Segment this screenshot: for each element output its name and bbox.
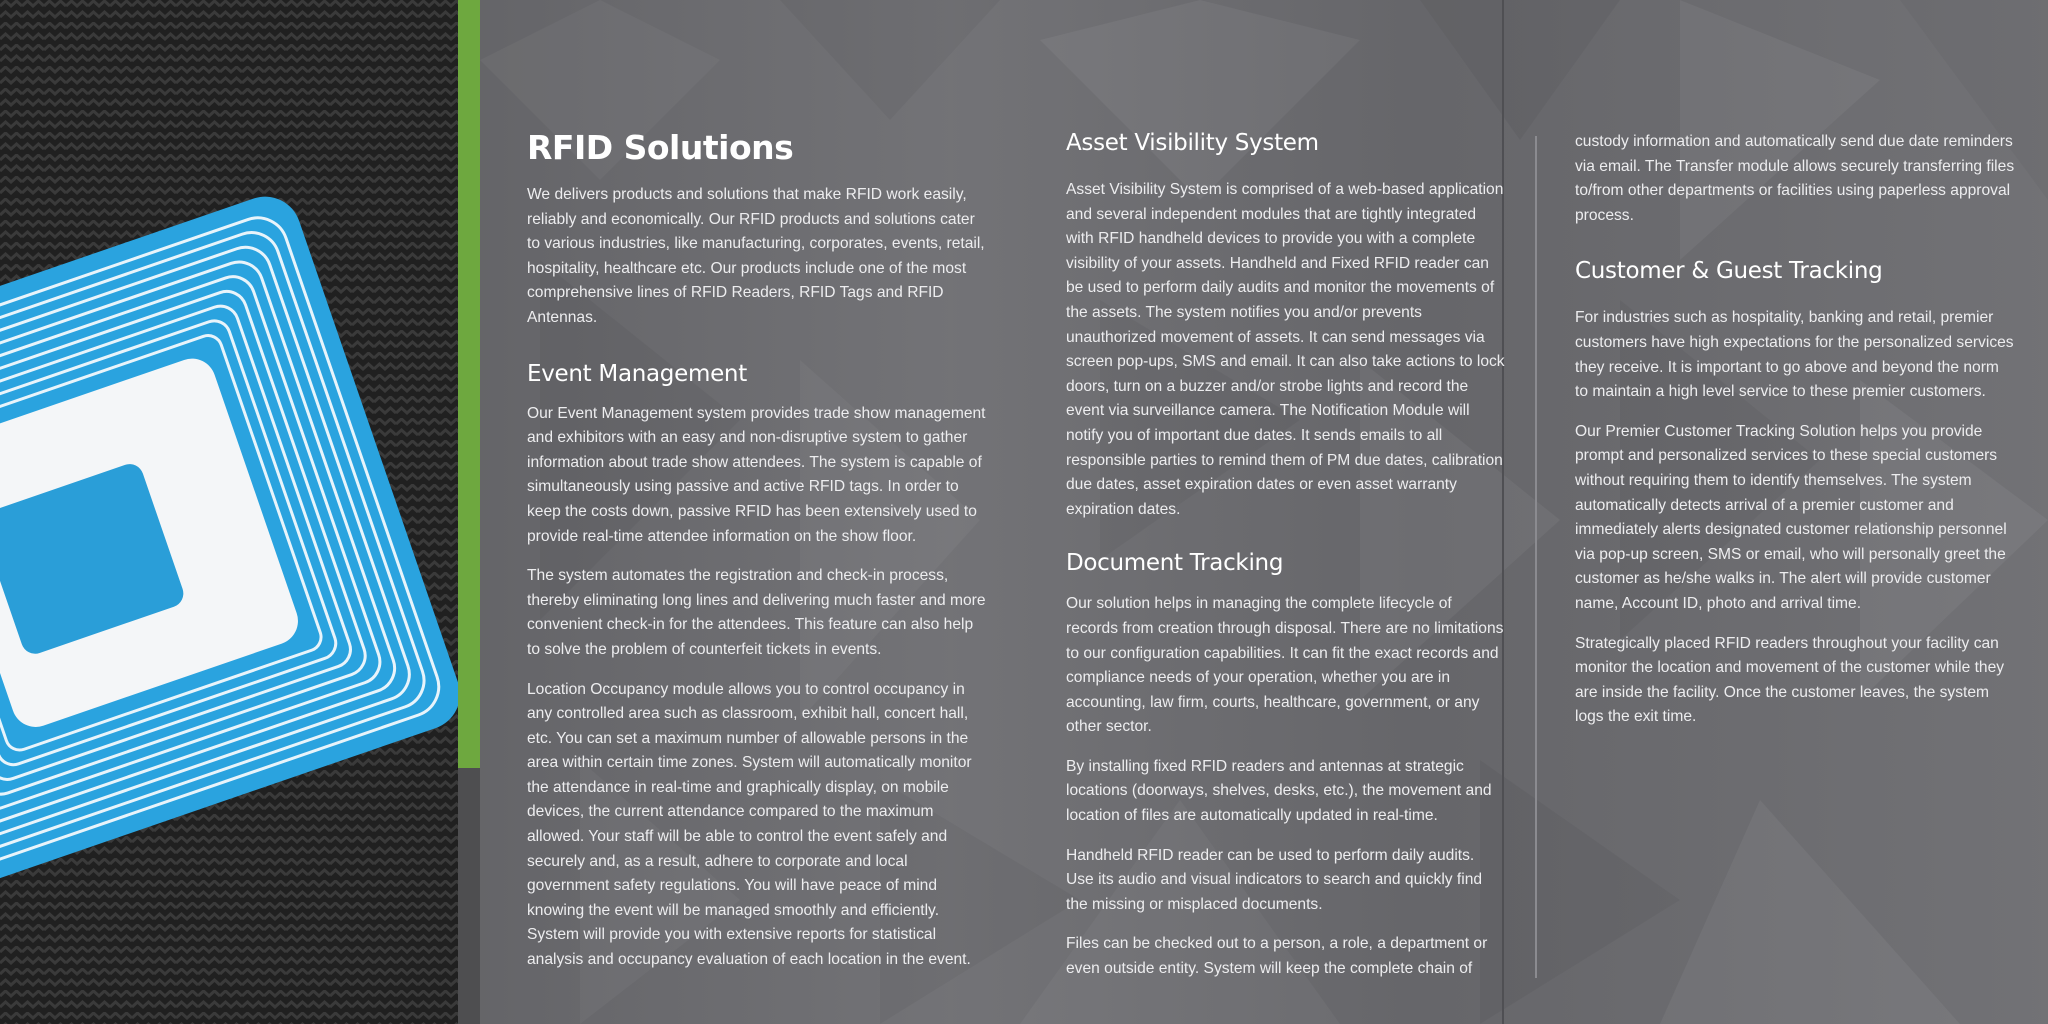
event-management-heading: Event Management	[527, 360, 747, 387]
event-paragraph-1: Our Event Management system provides trade show management and exhibitors with an easy and non-disruptive system to gather information about trade show attendees. The system is capable of simultaneously using passive and active RFID tags. In order to keep the costs down, passive RFID has been extensively used to provide real-time attendee information on the show floor.	[527, 404, 986, 545]
intro-paragraph: We delivers products and solutions that make RFID work easily, reliably and economically. Our RFID products and solutions cater to various industries, like manufacturing, corporates, events, retail, hospitality, healthcare etc. Our products include one of the most comprehensive lines of RFID Readers, RFID Tags and RFID Antennas.	[527, 186, 985, 326]
column-divider	[1535, 136, 1537, 978]
guest-paragraph-3: Strategically placed RFID readers throughout your facility can monitor the location and movement of the customer while they are inside the facility. Once the customer leaves, the system logs the exit time.	[1575, 634, 2005, 726]
right-text-column	[1575, 130, 2015, 745]
document-paragraph-4: Files can be checked out to a person, a role, a department or even outside entity. System will keep the complete chain of	[1066, 935, 1488, 978]
rfid-card-photo	[0, 0, 458, 1024]
event-paragraph-2: The system automates the registration and check-in process, thereby eliminating long lines and delivering much faster and more convenient check-in for the attendees. This feature can also help to solve the problem of counterfeit tickets in events.	[527, 567, 986, 658]
accent-bar-lower	[458, 768, 480, 1024]
page-title: RFID Solutions	[527, 128, 794, 167]
guest-paragraph-1: For industries such as hospitality, banking and retail, premier customers have high expectations for the personalized services they receive. It is important to go above and beyond the norm to maintain a high level service to these premier customers.	[1575, 309, 2014, 401]
customer-guest-tracking-heading: Customer & Guest Tracking	[1575, 258, 1883, 285]
document-tracking-heading: Document Tracking	[1066, 550, 1284, 577]
rfid-tag-card-icon	[0, 0, 458, 1024]
document-paragraph-continued: custody information and automatically send due date reminders via email. The Transfer module allows securely transferring files to/from other departments or facilities using paperless approval process.	[1575, 133, 2015, 224]
asset-paragraph-1: Asset Visibility System is comprised of a web-based application and several independent modules that are tightly integrated with RFID handheld devices to provide you with a complete visibility of your assets. Handheld and Fixed RFID reader can be used to perform daily audits and monitor the movements of the assets. The system notifies you and/or prevents unauthorized movement of assets. It can send messages via screen pop-ups, SMS and email. It can also take actions to lock doors, turn on a buzzer and/or strobe lights and record the event via surveillance camera. The Notification Module will notify you of important due dates. It sends emails to all responsible parties to remind them of PM due dates, calibration due dates, asset expiration dates or even asset warranty expiration dates.	[1066, 181, 1505, 518]
event-paragraph-3: Location Occupancy module allows you to control occupancy in any controlled area such as classroom, exhibit hall, concert hall, etc. You can set a maximum number of allowable persons in the area within certain time zones. System will automatically monitor the attendance in real-time and graphically display, on mobile devices, the current attendance compared to the maximum allowed. Your staff will be able to control the event safely and securely and, as a result, adhere to corporate and local government safety regulations. You will have peace of mind knowing the event will be managed smoothly and efficiently. System will provide you with extensive reports for statistical analysis and occupancy evaluation of each location in the event.	[527, 680, 972, 969]
left-text-column	[527, 128, 987, 988]
document-paragraph-3: Handheld RFID reader can be used to perform daily audits. Use its audio and visual indicators to search and quickly find the missing or misplaced documents.	[1066, 846, 1483, 913]
accent-bar	[458, 0, 480, 768]
document-paragraph-2: By installing fixed RFID readers and antennas at strategic locations (doorways, shelves, desks, etc.), the movement and location of files are automatically updated in real-time.	[1066, 757, 1492, 825]
guest-paragraph-2: Our Premier Customer Tracking Solution helps you provide prompt and personalized services to these special customers without requiring them to identify themselves. The system automatically detects arrival of a premier customer and immediately alerts designated customer relationship personnel via pop-up screen, SMS or email, who will personally greet the customer as he/she walks in. The alert will provide customer name, Account ID, photo and arrival time.	[1575, 422, 2007, 612]
asset-visibility-heading: Asset Visibility System	[1066, 130, 1319, 156]
middle-text-column	[1066, 130, 1506, 997]
document-paragraph-1: Our solution helps in managing the complete lifecycle of records from creation through disposal. There are no limitations to our configuration capabilities. It can fit the exact records and compliance needs of your operation, whether you are in accounting, law firm, courts, healthcare, government, or any other sector.	[1066, 595, 1504, 736]
